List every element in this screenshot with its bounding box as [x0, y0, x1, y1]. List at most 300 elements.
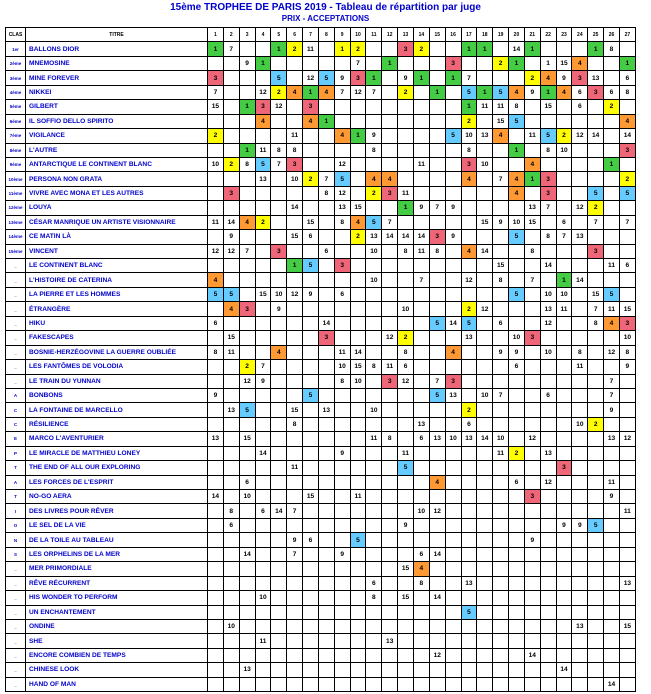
score-cell: 14: [208, 490, 224, 504]
score-cell: [208, 547, 224, 561]
score-cell: [208, 114, 224, 128]
score-cell: [271, 648, 287, 662]
score-cell: [303, 504, 319, 518]
score-cell: [619, 518, 635, 532]
score-cell: [477, 461, 493, 475]
score-cell: [588, 475, 604, 489]
score-cell: [413, 605, 429, 619]
score-cell: [461, 230, 477, 244]
score-cell: [318, 143, 334, 157]
rank-cell: _: [6, 605, 26, 619]
score-cell: [524, 186, 540, 200]
score-cell: [493, 648, 509, 662]
score-cell: [619, 634, 635, 648]
score-cell: [461, 648, 477, 662]
score-cell: [572, 215, 588, 229]
score-cell: [445, 259, 461, 273]
score-cell: [429, 56, 445, 70]
score-cell: [588, 634, 604, 648]
score-cell: 15: [398, 562, 414, 576]
score-cell: 13: [429, 432, 445, 446]
score-cell: [271, 663, 287, 677]
score-cell: [398, 172, 414, 186]
score-cell: 11: [604, 259, 620, 273]
score-cell: 6: [398, 360, 414, 374]
table-row: [6, 619, 636, 633]
score-cell: [445, 143, 461, 157]
score-cell: [318, 518, 334, 532]
rank-cell: 12ème: [6, 201, 26, 215]
score-cell: 8: [398, 345, 414, 359]
score-cell: [223, 446, 239, 460]
score-cell: 6: [239, 475, 255, 489]
score-cell: [318, 461, 334, 475]
score-cell: 5: [461, 85, 477, 99]
score-cell: [445, 157, 461, 171]
score-cell: [429, 562, 445, 576]
score-cell: [350, 547, 366, 561]
score-cell: [619, 374, 635, 388]
score-cell: 8: [619, 345, 635, 359]
score-cell: [524, 230, 540, 244]
score-cell: [445, 114, 461, 128]
score-cell: [271, 114, 287, 128]
score-cell: [255, 562, 271, 576]
score-cell: [382, 518, 398, 532]
score-cell: 5: [398, 461, 414, 475]
score-cell: 1: [334, 42, 350, 56]
score-cell: [540, 244, 556, 258]
score-cell: [334, 244, 350, 258]
score-cell: 11: [398, 186, 414, 200]
score-cell: 14: [477, 244, 493, 258]
title-cell: LES ORPHELINS DE LA MER: [26, 547, 208, 561]
score-cell: 12: [540, 316, 556, 330]
score-cell: [255, 230, 271, 244]
score-cell: [524, 677, 540, 691]
judge-header: 13: [398, 28, 414, 42]
score-cell: [588, 100, 604, 114]
table-body: [6, 42, 636, 692]
score-cell: 11: [572, 360, 588, 374]
title-cell: SHE: [26, 634, 208, 648]
score-cell: [318, 42, 334, 56]
score-cell: [493, 287, 509, 301]
score-cell: 8: [366, 360, 382, 374]
score-cell: [461, 591, 477, 605]
score-cell: 8: [493, 273, 509, 287]
score-cell: [604, 605, 620, 619]
score-cell: [461, 56, 477, 70]
score-cell: [461, 374, 477, 388]
score-cell: [524, 403, 540, 417]
score-cell: [588, 677, 604, 691]
score-cell: [271, 186, 287, 200]
score-cell: [223, 677, 239, 691]
score-cell: 4: [445, 345, 461, 359]
score-cell: 2: [509, 446, 525, 460]
table-row: [6, 533, 636, 547]
score-cell: [477, 518, 493, 532]
score-cell: 8: [619, 85, 635, 99]
score-cell: 9: [509, 345, 525, 359]
score-cell: 9: [334, 446, 350, 460]
score-cell: [287, 374, 303, 388]
table-row: [6, 648, 636, 662]
rank-cell: _: [6, 634, 26, 648]
score-cell: [572, 663, 588, 677]
table-row: [6, 490, 636, 504]
score-cell: 10: [540, 345, 556, 359]
score-cell: [303, 619, 319, 633]
score-cell: 14: [429, 547, 445, 561]
score-cell: [524, 518, 540, 532]
score-cell: 2: [350, 230, 366, 244]
score-cell: [223, 388, 239, 402]
score-cell: 6: [413, 432, 429, 446]
title-cell: NIKKEI: [26, 85, 208, 99]
score-cell: [604, 331, 620, 345]
score-cell: [413, 143, 429, 157]
score-cell: [255, 71, 271, 85]
title-cell: LOUYA: [26, 201, 208, 215]
score-cell: [271, 461, 287, 475]
score-cell: [413, 663, 429, 677]
score-cell: [398, 490, 414, 504]
score-cell: 7: [588, 302, 604, 316]
title-cell: L'AUTRE: [26, 143, 208, 157]
judge-header: 8: [318, 28, 334, 42]
score-cell: [287, 663, 303, 677]
score-cell: [382, 259, 398, 273]
score-cell: [509, 619, 525, 633]
score-cell: 9: [556, 518, 572, 532]
table-row: [6, 201, 636, 215]
title-cell: HAND OF MAN: [26, 677, 208, 691]
score-cell: [445, 619, 461, 633]
score-cell: 3: [303, 100, 319, 114]
score-cell: [619, 677, 635, 691]
score-cell: [604, 461, 620, 475]
title-cell: MARCO L'AVENTURIER: [26, 432, 208, 446]
score-cell: 8: [382, 432, 398, 446]
score-cell: [461, 360, 477, 374]
score-cell: [303, 547, 319, 561]
score-cell: 14: [413, 230, 429, 244]
title-cell: THE END OF ALL OUR EXPLORING: [26, 461, 208, 475]
score-cell: 6: [619, 259, 635, 273]
score-cell: [588, 446, 604, 460]
score-cell: 11: [287, 461, 303, 475]
score-cell: [223, 475, 239, 489]
score-cell: 1: [604, 157, 620, 171]
score-cell: [461, 562, 477, 576]
score-cell: 4: [239, 215, 255, 229]
table-row: [6, 143, 636, 157]
score-cell: [413, 374, 429, 388]
score-cell: 5: [208, 287, 224, 301]
score-cell: 2: [588, 417, 604, 431]
score-cell: [477, 71, 493, 85]
score-cell: 8: [588, 316, 604, 330]
score-cell: [223, 172, 239, 186]
score-cell: 12: [208, 244, 224, 258]
score-cell: [524, 619, 540, 633]
score-cell: [413, 316, 429, 330]
score-cell: [334, 143, 350, 157]
score-cell: [509, 71, 525, 85]
score-cell: [477, 562, 493, 576]
score-cell: [255, 490, 271, 504]
score-cell: 15: [524, 215, 540, 229]
score-cell: [509, 605, 525, 619]
score-cell: [334, 490, 350, 504]
title-cell: ONDINE: [26, 619, 208, 633]
table-row: [6, 71, 636, 85]
score-cell: [287, 345, 303, 359]
score-cell: [382, 201, 398, 215]
score-cell: 13: [461, 432, 477, 446]
score-cell: [208, 591, 224, 605]
score-cell: [540, 374, 556, 388]
title-cell: CHINESE LOOK: [26, 663, 208, 677]
score-cell: [493, 591, 509, 605]
score-cell: [255, 518, 271, 532]
judge-header: 15: [429, 28, 445, 42]
score-cell: [287, 475, 303, 489]
score-cell: 7: [461, 71, 477, 85]
score-cell: [556, 244, 572, 258]
score-cell: 15: [588, 287, 604, 301]
score-cell: [303, 461, 319, 475]
score-cell: 12: [604, 345, 620, 359]
score-cell: [461, 461, 477, 475]
title-cell: L'HISTOIRE DE CATERINA: [26, 273, 208, 287]
score-cell: [572, 172, 588, 186]
score-cell: [524, 259, 540, 273]
score-cell: 10: [366, 273, 382, 287]
score-cell: [445, 302, 461, 316]
score-cell: [239, 388, 255, 402]
score-cell: [619, 273, 635, 287]
score-cell: [303, 331, 319, 345]
judge-header: 2: [223, 28, 239, 42]
table-row: [6, 215, 636, 229]
score-cell: [318, 100, 334, 114]
judge-header: 21: [524, 28, 540, 42]
score-cell: [318, 215, 334, 229]
score-cell: 11: [413, 157, 429, 171]
score-cell: [255, 461, 271, 475]
score-cell: [382, 677, 398, 691]
score-cell: [572, 259, 588, 273]
score-cell: [493, 143, 509, 157]
score-cell: 11: [398, 446, 414, 460]
score-cell: [572, 331, 588, 345]
score-cell: [524, 143, 540, 157]
rank-cell: A: [6, 475, 26, 489]
score-cell: [572, 157, 588, 171]
score-cell: [524, 446, 540, 460]
score-cell: [350, 287, 366, 301]
score-cell: 11: [493, 446, 509, 460]
score-cell: 9: [334, 547, 350, 561]
score-cell: [493, 230, 509, 244]
score-cell: 6: [303, 230, 319, 244]
table-row: [6, 663, 636, 677]
score-cell: [303, 591, 319, 605]
score-cell: [413, 634, 429, 648]
rank-cell: 8ème: [6, 143, 26, 157]
score-cell: [477, 504, 493, 518]
score-cell: [334, 331, 350, 345]
title-cell: VIVRE AVEC MONA ET LES AUTRES: [26, 186, 208, 200]
score-cell: [413, 100, 429, 114]
score-cell: [477, 230, 493, 244]
score-cell: [350, 403, 366, 417]
score-cell: [239, 461, 255, 475]
score-cell: [398, 215, 414, 229]
score-cell: 10: [413, 504, 429, 518]
score-cell: 1: [509, 56, 525, 70]
score-cell: [509, 461, 525, 475]
score-cell: [429, 157, 445, 171]
score-cell: [223, 663, 239, 677]
rank-cell: 13ème: [6, 215, 26, 229]
score-cell: [445, 417, 461, 431]
score-cell: [350, 432, 366, 446]
score-cell: 3: [398, 42, 414, 56]
title-cell: LA FONTAINE DE MARCELLO: [26, 403, 208, 417]
score-cell: 10: [619, 331, 635, 345]
score-cell: 15: [556, 56, 572, 70]
score-cell: [619, 230, 635, 244]
score-cell: 5: [509, 287, 525, 301]
score-cell: 9: [271, 302, 287, 316]
score-cell: [445, 533, 461, 547]
score-cell: [588, 533, 604, 547]
title-cell: VIGILANCE: [26, 129, 208, 143]
score-cell: 15: [493, 259, 509, 273]
score-cell: [366, 547, 382, 561]
score-cell: [429, 619, 445, 633]
score-cell: [429, 533, 445, 547]
score-cell: [239, 129, 255, 143]
score-cell: [524, 605, 540, 619]
score-cell: [255, 648, 271, 662]
score-cell: [239, 316, 255, 330]
score-cell: [271, 129, 287, 143]
rank-cell: E: [6, 432, 26, 446]
score-cell: 5: [334, 172, 350, 186]
score-cell: 9: [524, 85, 540, 99]
score-cell: [556, 331, 572, 345]
score-cell: [382, 244, 398, 258]
score-cell: 5: [366, 215, 382, 229]
score-cell: [303, 562, 319, 576]
score-cell: [445, 591, 461, 605]
score-cell: [493, 490, 509, 504]
score-cell: 15: [350, 201, 366, 215]
score-cell: 5: [509, 114, 525, 128]
score-cell: [477, 360, 493, 374]
score-cell: [477, 677, 493, 691]
score-cell: [572, 388, 588, 402]
score-cell: 2: [303, 172, 319, 186]
title-cell: LES FORCES DE L'ESPRIT: [26, 475, 208, 489]
score-cell: [350, 244, 366, 258]
score-cell: 8: [540, 143, 556, 157]
table-row: [6, 417, 636, 431]
score-cell: [445, 518, 461, 532]
score-cell: [445, 360, 461, 374]
score-cell: 15: [223, 331, 239, 345]
rank-cell: _: [6, 591, 26, 605]
score-cell: 2: [461, 302, 477, 316]
score-cell: [540, 417, 556, 431]
score-cell: 10: [366, 244, 382, 258]
score-cell: [303, 605, 319, 619]
score-cell: 6: [509, 360, 525, 374]
score-cell: 3: [382, 374, 398, 388]
score-cell: [318, 576, 334, 590]
table-row: [6, 403, 636, 417]
score-cell: [524, 547, 540, 561]
score-cell: [208, 562, 224, 576]
score-cell: 2: [461, 403, 477, 417]
score-cell: [445, 215, 461, 229]
score-cell: [604, 634, 620, 648]
score-cell: [223, 605, 239, 619]
score-cell: [318, 533, 334, 547]
score-cell: [493, 634, 509, 648]
score-cell: [445, 576, 461, 590]
table-row: [6, 576, 636, 590]
header-row: [6, 28, 636, 42]
score-cell: 1: [477, 42, 493, 56]
score-cell: [366, 157, 382, 171]
score-cell: [556, 634, 572, 648]
score-cell: [413, 331, 429, 345]
score-cell: [540, 360, 556, 374]
score-cell: [509, 259, 525, 273]
score-cell: 14: [509, 42, 525, 56]
score-cell: [477, 201, 493, 215]
score-cell: [445, 562, 461, 576]
score-cell: [540, 331, 556, 345]
score-cell: 1: [429, 85, 445, 99]
score-cell: [572, 143, 588, 157]
score-cell: [413, 56, 429, 70]
score-cell: [477, 114, 493, 128]
score-cell: [382, 648, 398, 662]
score-cell: [429, 634, 445, 648]
score-cell: [318, 648, 334, 662]
score-cell: 8: [334, 374, 350, 388]
score-cell: [318, 504, 334, 518]
score-cell: [350, 648, 366, 662]
score-cell: [556, 562, 572, 576]
score-cell: [398, 114, 414, 128]
score-cell: [398, 475, 414, 489]
score-cell: [287, 562, 303, 576]
score-cell: [556, 114, 572, 128]
score-cell: 1: [524, 42, 540, 56]
score-cell: 12: [619, 432, 635, 446]
score-cell: [477, 663, 493, 677]
table-row: [6, 388, 636, 402]
score-cell: [318, 547, 334, 561]
